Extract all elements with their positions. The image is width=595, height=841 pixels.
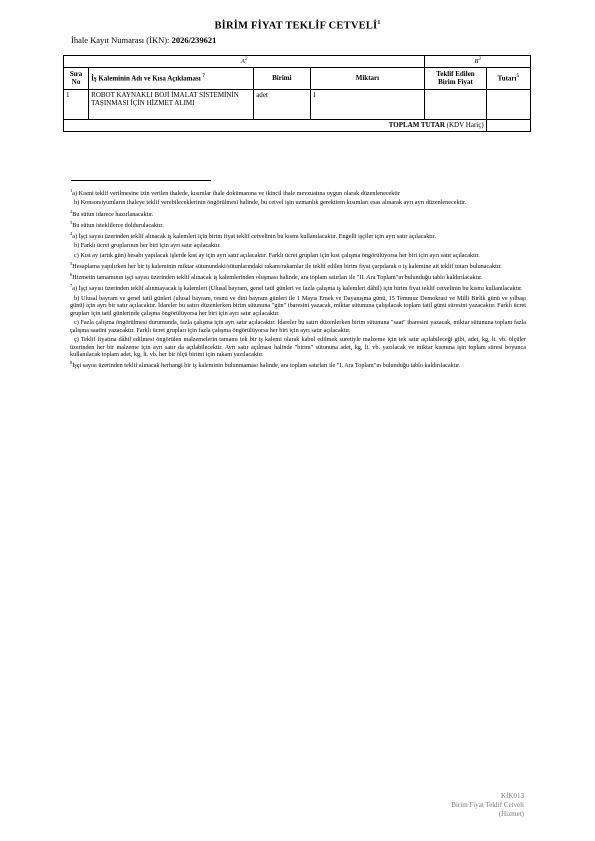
cell-birim-fiyat-input[interactable]: [425, 89, 486, 119]
ikn-value: 2026/239621: [171, 35, 217, 45]
footnote: b) Konsorsiyumların ihaleye teklif verebileceklerinin öngörülmesi halinde, bu cetvel işin uzmanlık gerektiren kısımları esas alınarak ayrı ayrı düzenlenecektir.: [74, 199, 467, 207]
footnote: $^5$Hesaplama yapılırken her bir iş kaleminin miktar sütunundaki/sütunlarındaki rakam/rakamlar ile teklif edilen birim fiyat çarpılarak o iş kalemine ait teklif tutarı bulunacaktır.: [70, 260, 502, 270]
footnote: $^1$a) Kısmi teklif verilmesine izin verilen ihalede, kısımlar ihale dokümanına ve ikincil ihale mevzuatına uygun olarak düzenlenecektir: [70, 188, 400, 198]
header-birimi: Birimi: [254, 67, 310, 89]
title-footnote-ref: 1: [377, 20, 381, 26]
footnote: $^7$a) İşçi sayısı üzerinden teklif alınmayacak iş kalemleri (Ulusal bayram, genel tatil günleri ve fazla çalışma iş kalemleri dâhil) için birim fiyat teklif cetvelinin bu kısmı kullanılacaktır.: [70, 283, 523, 293]
form-type: (Hizmet): [498, 810, 524, 819]
header-miktari: Miktarı: [310, 67, 425, 89]
group-b-header: $B^3$: [425, 56, 531, 68]
header-tutari: Tutarı$^5$: [486, 67, 530, 89]
table-header-row: [64, 67, 531, 89]
footnote: c) Kıst ay (artık gün) hesabı yapılacak işlerde kıst ay için ayrı satır açılacaktır. Farklı ücret grupları için kıst çalışma öngörülüyorsa her biri için ayrı satır açılacaktır.: [74, 251, 480, 259]
form-name: Birim Fiyat Teklif Cetveli: [451, 801, 524, 810]
footnote: ç) Teklif fiyatına dâhil edilmesi öngörülen malzemelerin tamamı tek bir iş kalemi olarak kabul edilmek suretiyle malzeme için tek satır açılabileceği gibi, adet, kg, lt. vb. ölçüler üzerinden her bir malzeme için ayrı satır da açılabilecektir. Ayrı satır açılması halinde "birim" sütununa adet, kg, lt. vb. yazılacak ve miktar kısmına işin toplam süresi boyunca kullanılacak toplam adet, kg, lt. vb. her bir ölçü birimi için rakam yazılacaktır.: [70, 335, 526, 359]
header-sira-no: Sıra No: [64, 67, 89, 89]
form-code: KİK013: [501, 792, 524, 800]
cell-kalem: ROBOT KAYNAKLI BOJİ İMALAT SİSTEMİNİN TAŞINMASI İÇİN HİZMET ALIMI: [89, 89, 254, 119]
header-is-kalemi: İş Kaleminin Adı ve Kısa Açıklaması $^7$: [89, 67, 254, 89]
cell-sira: 1: [64, 89, 89, 119]
total-value-input[interactable]: [486, 119, 530, 131]
ikn-line: [71, 35, 216, 45]
footnote: $^6$Hizmetin tamamının işçi sayısı üzerinden teklif alınacak iş kalemlerinden oluşması halinde, ara toplam satırları ile "II. Ara Toplam"ın bulunduğu tablo kaldırılacaktır.: [70, 272, 483, 282]
cell-birim: adet: [254, 89, 310, 119]
footnote: $^4$a) İşçi sayısı üzerinden teklif alınacak iş kalemleri için birim fiyat teklif cetvelinin bu kısmı kullanılacaktır. Engelli işçiler için ayrı satır açılacaktır.: [70, 231, 436, 241]
footnote: $^8$İşçi sayısı üzerinden teklif alınacak herhangi bir iş kaleminin bulunmaması halinde, ara toplam satırları ile "I. Ara Toplam"ın bulunduğu tablo kaldırılacaktır.: [70, 360, 461, 370]
footnote: $^2$Bu sütun idarece hazırlanacaktır.: [70, 208, 154, 218]
cell-tutar-input[interactable]: [486, 89, 530, 119]
page-title: [0, 20, 595, 32]
table-row: [64, 89, 531, 119]
cell-miktar: 1: [310, 89, 425, 119]
page-title-text: BİRİM FİYAT TEKLİF CETVELİ: [214, 20, 378, 32]
footnote: c) Fazla çalışma öngörülmesi durumunda, fazla çalışma için ayrı satır açılacaktır. İdareler bu satırı düzenlerken birim sütununa "saat" ibaresini yazacak, miktar sütununa toplam fazla çalışma saatini yazacaktır. Farklı ücret grupları için fazla çalışma öngörülüyorsa her biri için ayrı satır açılacaktır.: [70, 319, 526, 334]
footnote: b) Farklı ücret gruplarının her biri için ayrı satır açılacaktır.: [74, 242, 221, 250]
form-footer: [451, 792, 524, 819]
header-teklif-birim-fiyat: Teklif Edilen Birim Fiyat: [425, 67, 486, 89]
column-group-row: [64, 56, 531, 68]
ikn-label: İhale Kayıt Numarası (İKN):: [71, 35, 172, 45]
group-a-header: $A^2$: [64, 56, 425, 68]
footnotes: [70, 188, 526, 372]
bid-price-table: [63, 55, 531, 132]
footnote-separator: [71, 180, 211, 181]
footnote: b) Ulusal bayram ve genel tatil günleri (ulusal bayram, resmi ve dini bayram günleri ile 1 Mayıs Emek ve Dayanışma günü, 15 Temmuz Demokrasi ve Milli Birlik günü ve yılbaşı günü) için ayrı bir satır açılacaktır. İdareler bu satırı düzenlerken birim sütununa "gün" ibaresini yazacak, miktar sütununa çalışılacak toplam tatil günü süresini yazacaktır. Farklı ücret grupları için tatil günlerinde çalışma öngörülüyorsa her biri için ayrı satır açılacaktır.: [70, 294, 526, 317]
total-label: TOPLAM TUTAR (KDV Hariç): [64, 119, 487, 131]
footnote: $^3$Bu sütun isteklilerce doldurulacaktır.: [70, 219, 164, 229]
total-row: [64, 119, 531, 131]
